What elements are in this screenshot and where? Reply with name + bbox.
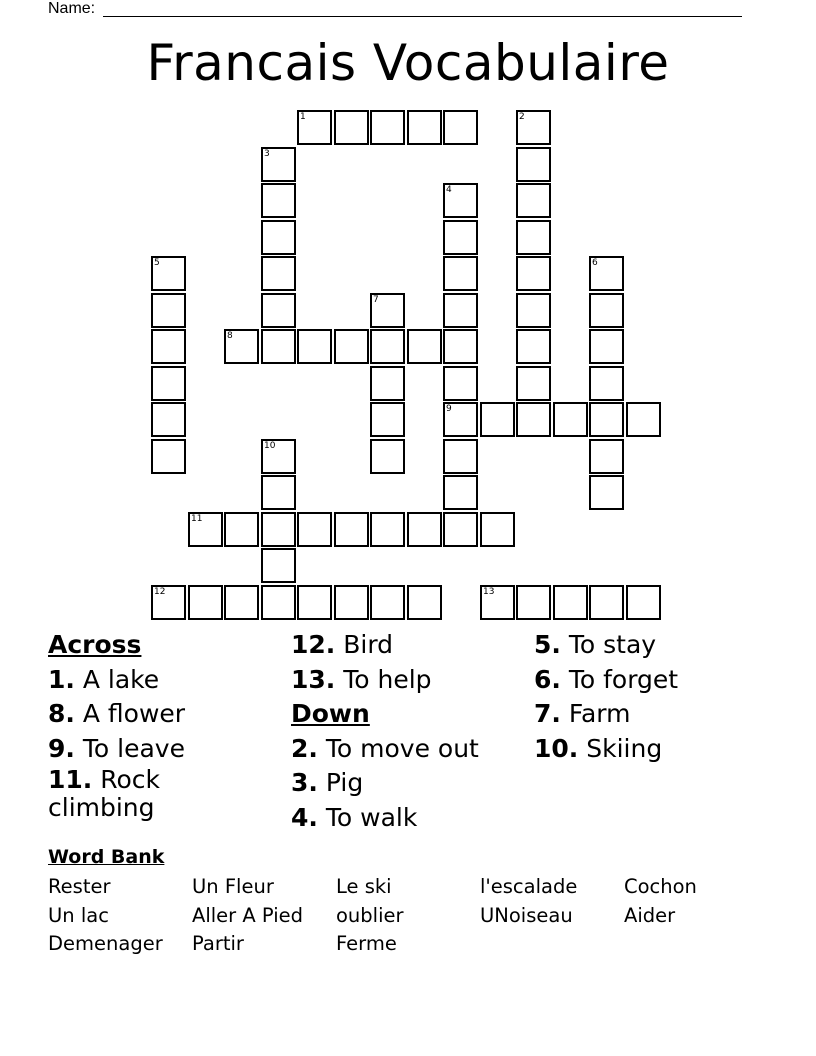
clue-number: 4. — [291, 802, 318, 832]
page-title: Francais Vocabulaire — [146, 34, 670, 92]
clue-text: Skiing — [586, 733, 663, 763]
grid-cell[interactable] — [589, 329, 624, 364]
grid-cell[interactable] — [589, 439, 624, 474]
grid-cell[interactable] — [443, 183, 478, 218]
grid-cell[interactable] — [407, 329, 442, 364]
grid-cell[interactable] — [443, 512, 478, 547]
clue-text: To forget — [568, 664, 679, 694]
word-bank-item: Demenager — [48, 932, 163, 955]
clue-text: Pig — [325, 768, 364, 797]
grid-cell[interactable] — [261, 585, 296, 620]
grid-cell[interactable] — [370, 585, 405, 620]
word-bank-item: Ferme — [336, 932, 397, 955]
word-bank-item: l'escalade — [480, 875, 578, 898]
grid-cell[interactable] — [297, 329, 332, 364]
across-heading: Across — [48, 630, 142, 659]
cell-number: 4 — [446, 185, 452, 195]
clue-text: To leave — [82, 733, 185, 763]
clues-column-2 — [291, 628, 531, 835]
word-bank-item: Aller A Pied — [192, 903, 304, 927]
grid-cell[interactable] — [188, 512, 223, 547]
clue-text: Farm — [568, 699, 631, 728]
grid-cell[interactable] — [370, 329, 405, 364]
grid-cell[interactable] — [297, 110, 332, 145]
grid-cell[interactable] — [407, 585, 442, 620]
clue-number: 7. — [534, 699, 561, 728]
clues-column-3 — [534, 628, 774, 766]
grid-cell[interactable] — [261, 439, 296, 474]
grid-cell[interactable] — [589, 293, 624, 328]
clue-number: 6. — [534, 664, 561, 694]
grid-cell[interactable] — [443, 439, 478, 474]
clue-text: A lake — [82, 664, 160, 694]
grid-cell[interactable] — [516, 402, 551, 437]
grid-cell[interactable] — [407, 512, 442, 547]
clue-text: A flower — [82, 699, 186, 728]
grid-cell[interactable] — [626, 585, 661, 620]
grid-cell[interactable] — [516, 293, 551, 328]
grid-cell[interactable] — [516, 110, 551, 145]
word-bank-title: Word Bank — [48, 846, 165, 868]
grid-cell[interactable] — [553, 402, 588, 437]
cell-number: 10 — [264, 441, 276, 451]
grid-cell[interactable] — [480, 585, 515, 620]
grid-cell[interactable] — [151, 366, 186, 401]
grid-cell[interactable] — [188, 585, 223, 620]
clue-text: To move out — [325, 733, 479, 763]
grid-cell[interactable] — [516, 585, 551, 620]
clue-text: To stay — [568, 630, 657, 659]
grid-cell[interactable] — [443, 366, 478, 401]
clue-number: 2. — [291, 733, 318, 763]
clue-down-10 — [534, 732, 774, 767]
cell-number: 13 — [483, 587, 495, 597]
clue-number: 1. — [48, 664, 75, 694]
grid-cell[interactable] — [261, 548, 296, 583]
clue-across-11 — [48, 766, 188, 827]
clue-across-13 — [291, 663, 531, 698]
grid-cell[interactable] — [151, 585, 186, 620]
grid-cell[interactable] — [443, 220, 478, 255]
grid-cell[interactable] — [370, 402, 405, 437]
grid-cell[interactable] — [370, 512, 405, 547]
clue-text: To walk — [325, 802, 418, 832]
clue-down-5 — [534, 628, 774, 663]
cell-number: 9 — [446, 404, 452, 414]
grid-cell[interactable] — [261, 256, 296, 291]
clue-down-3 — [291, 766, 531, 801]
cell-number: 2 — [519, 112, 525, 122]
clue-number: 12. — [291, 630, 336, 659]
grid-cell[interactable] — [516, 147, 551, 182]
grid-cell[interactable] — [151, 439, 186, 474]
clue-number: 10. — [534, 733, 579, 763]
word-bank-item: oublier — [336, 903, 404, 927]
grid-cell[interactable] — [589, 585, 624, 620]
grid-cell[interactable] — [334, 329, 369, 364]
cell-number: 5 — [154, 258, 160, 268]
cell-number: 6 — [592, 258, 598, 268]
clue-number: 5. — [534, 630, 561, 659]
grid-cell[interactable] — [224, 329, 259, 364]
word-bank-item: Partir — [192, 932, 244, 955]
grid-cell[interactable] — [334, 110, 369, 145]
clue-down-2 — [291, 732, 531, 767]
grid-cell[interactable] — [516, 329, 551, 364]
clue-number: 13. — [291, 664, 336, 694]
grid-cell[interactable] — [516, 183, 551, 218]
grid-cell[interactable] — [261, 183, 296, 218]
grid-cell[interactable] — [516, 366, 551, 401]
grid-cell[interactable] — [151, 402, 186, 437]
grid-cell[interactable] — [261, 220, 296, 255]
grid-cell[interactable] — [589, 256, 624, 291]
cell-number: 7 — [373, 295, 379, 305]
clue-number: 8. — [48, 699, 75, 728]
clue-text: Rock climbing — [48, 765, 161, 822]
name-label: Name: — [48, 0, 96, 17]
clue-text: To help — [343, 664, 432, 694]
grid-cell[interactable] — [443, 329, 478, 364]
cell-number: 8 — [227, 331, 233, 341]
grid-cell[interactable] — [407, 110, 442, 145]
grid-cell[interactable] — [370, 366, 405, 401]
clues-column-1 — [48, 628, 288, 827]
clue-down-4 — [291, 801, 531, 836]
word-bank-item: Un Fleur — [192, 875, 274, 898]
clue-down-7 — [534, 697, 774, 732]
word-bank-item: UNoiseau — [480, 903, 573, 927]
grid-cell[interactable] — [589, 402, 624, 437]
grid-cell[interactable] — [370, 293, 405, 328]
grid-cell[interactable] — [297, 585, 332, 620]
grid-cell[interactable] — [480, 512, 515, 547]
word-bank-item: Aider — [624, 903, 676, 927]
clue-across-9 — [48, 732, 288, 767]
grid-cell[interactable] — [589, 475, 624, 510]
grid-cell[interactable] — [443, 402, 478, 437]
grid-cell[interactable] — [443, 110, 478, 145]
clue-number: 11. — [48, 765, 93, 794]
grid-cell[interactable] — [516, 256, 551, 291]
word-bank-item: Rester — [48, 875, 111, 898]
cell-number: 3 — [264, 149, 270, 159]
grid-cell[interactable] — [516, 220, 551, 255]
grid-cell[interactable] — [261, 329, 296, 364]
grid-cell[interactable] — [151, 293, 186, 328]
grid-cell[interactable] — [261, 475, 296, 510]
grid-cell[interactable] — [334, 585, 369, 620]
grid-cell[interactable] — [261, 512, 296, 547]
grid-cell[interactable] — [443, 293, 478, 328]
cell-number: 12 — [154, 587, 166, 597]
cell-number: 1 — [300, 112, 306, 122]
grid-cell[interactable] — [261, 147, 296, 182]
word-bank-item: Cochon — [624, 875, 697, 898]
clue-text: Bird — [343, 630, 394, 659]
grid-cell[interactable] — [626, 402, 661, 437]
clue-across-12 — [291, 628, 531, 663]
grid-cell[interactable] — [553, 585, 588, 620]
grid-cell[interactable] — [443, 256, 478, 291]
grid-cell[interactable] — [370, 439, 405, 474]
grid-cell[interactable] — [224, 585, 259, 620]
cell-number: 11 — [191, 514, 203, 524]
grid-cell[interactable] — [443, 475, 478, 510]
grid-cell[interactable] — [297, 512, 332, 547]
grid-cell[interactable] — [151, 329, 186, 364]
clue-number: 9. — [48, 733, 75, 763]
grid-cell[interactable] — [334, 512, 369, 547]
grid-cell[interactable] — [589, 366, 624, 401]
word-bank-item: Un lac — [48, 903, 109, 927]
grid-cell[interactable] — [261, 293, 296, 328]
clue-across-8 — [48, 697, 288, 732]
down-heading: Down — [291, 699, 370, 728]
clue-across-1 — [48, 663, 288, 698]
word-bank-item: Le ski — [336, 875, 392, 898]
grid-cell[interactable] — [224, 512, 259, 547]
grid-cell[interactable] — [151, 256, 186, 291]
clue-down-6 — [534, 663, 774, 698]
word-bank — [48, 873, 768, 959]
grid-cell[interactable] — [370, 110, 405, 145]
grid-cell[interactable] — [480, 402, 515, 437]
clue-number: 3. — [291, 768, 318, 797]
